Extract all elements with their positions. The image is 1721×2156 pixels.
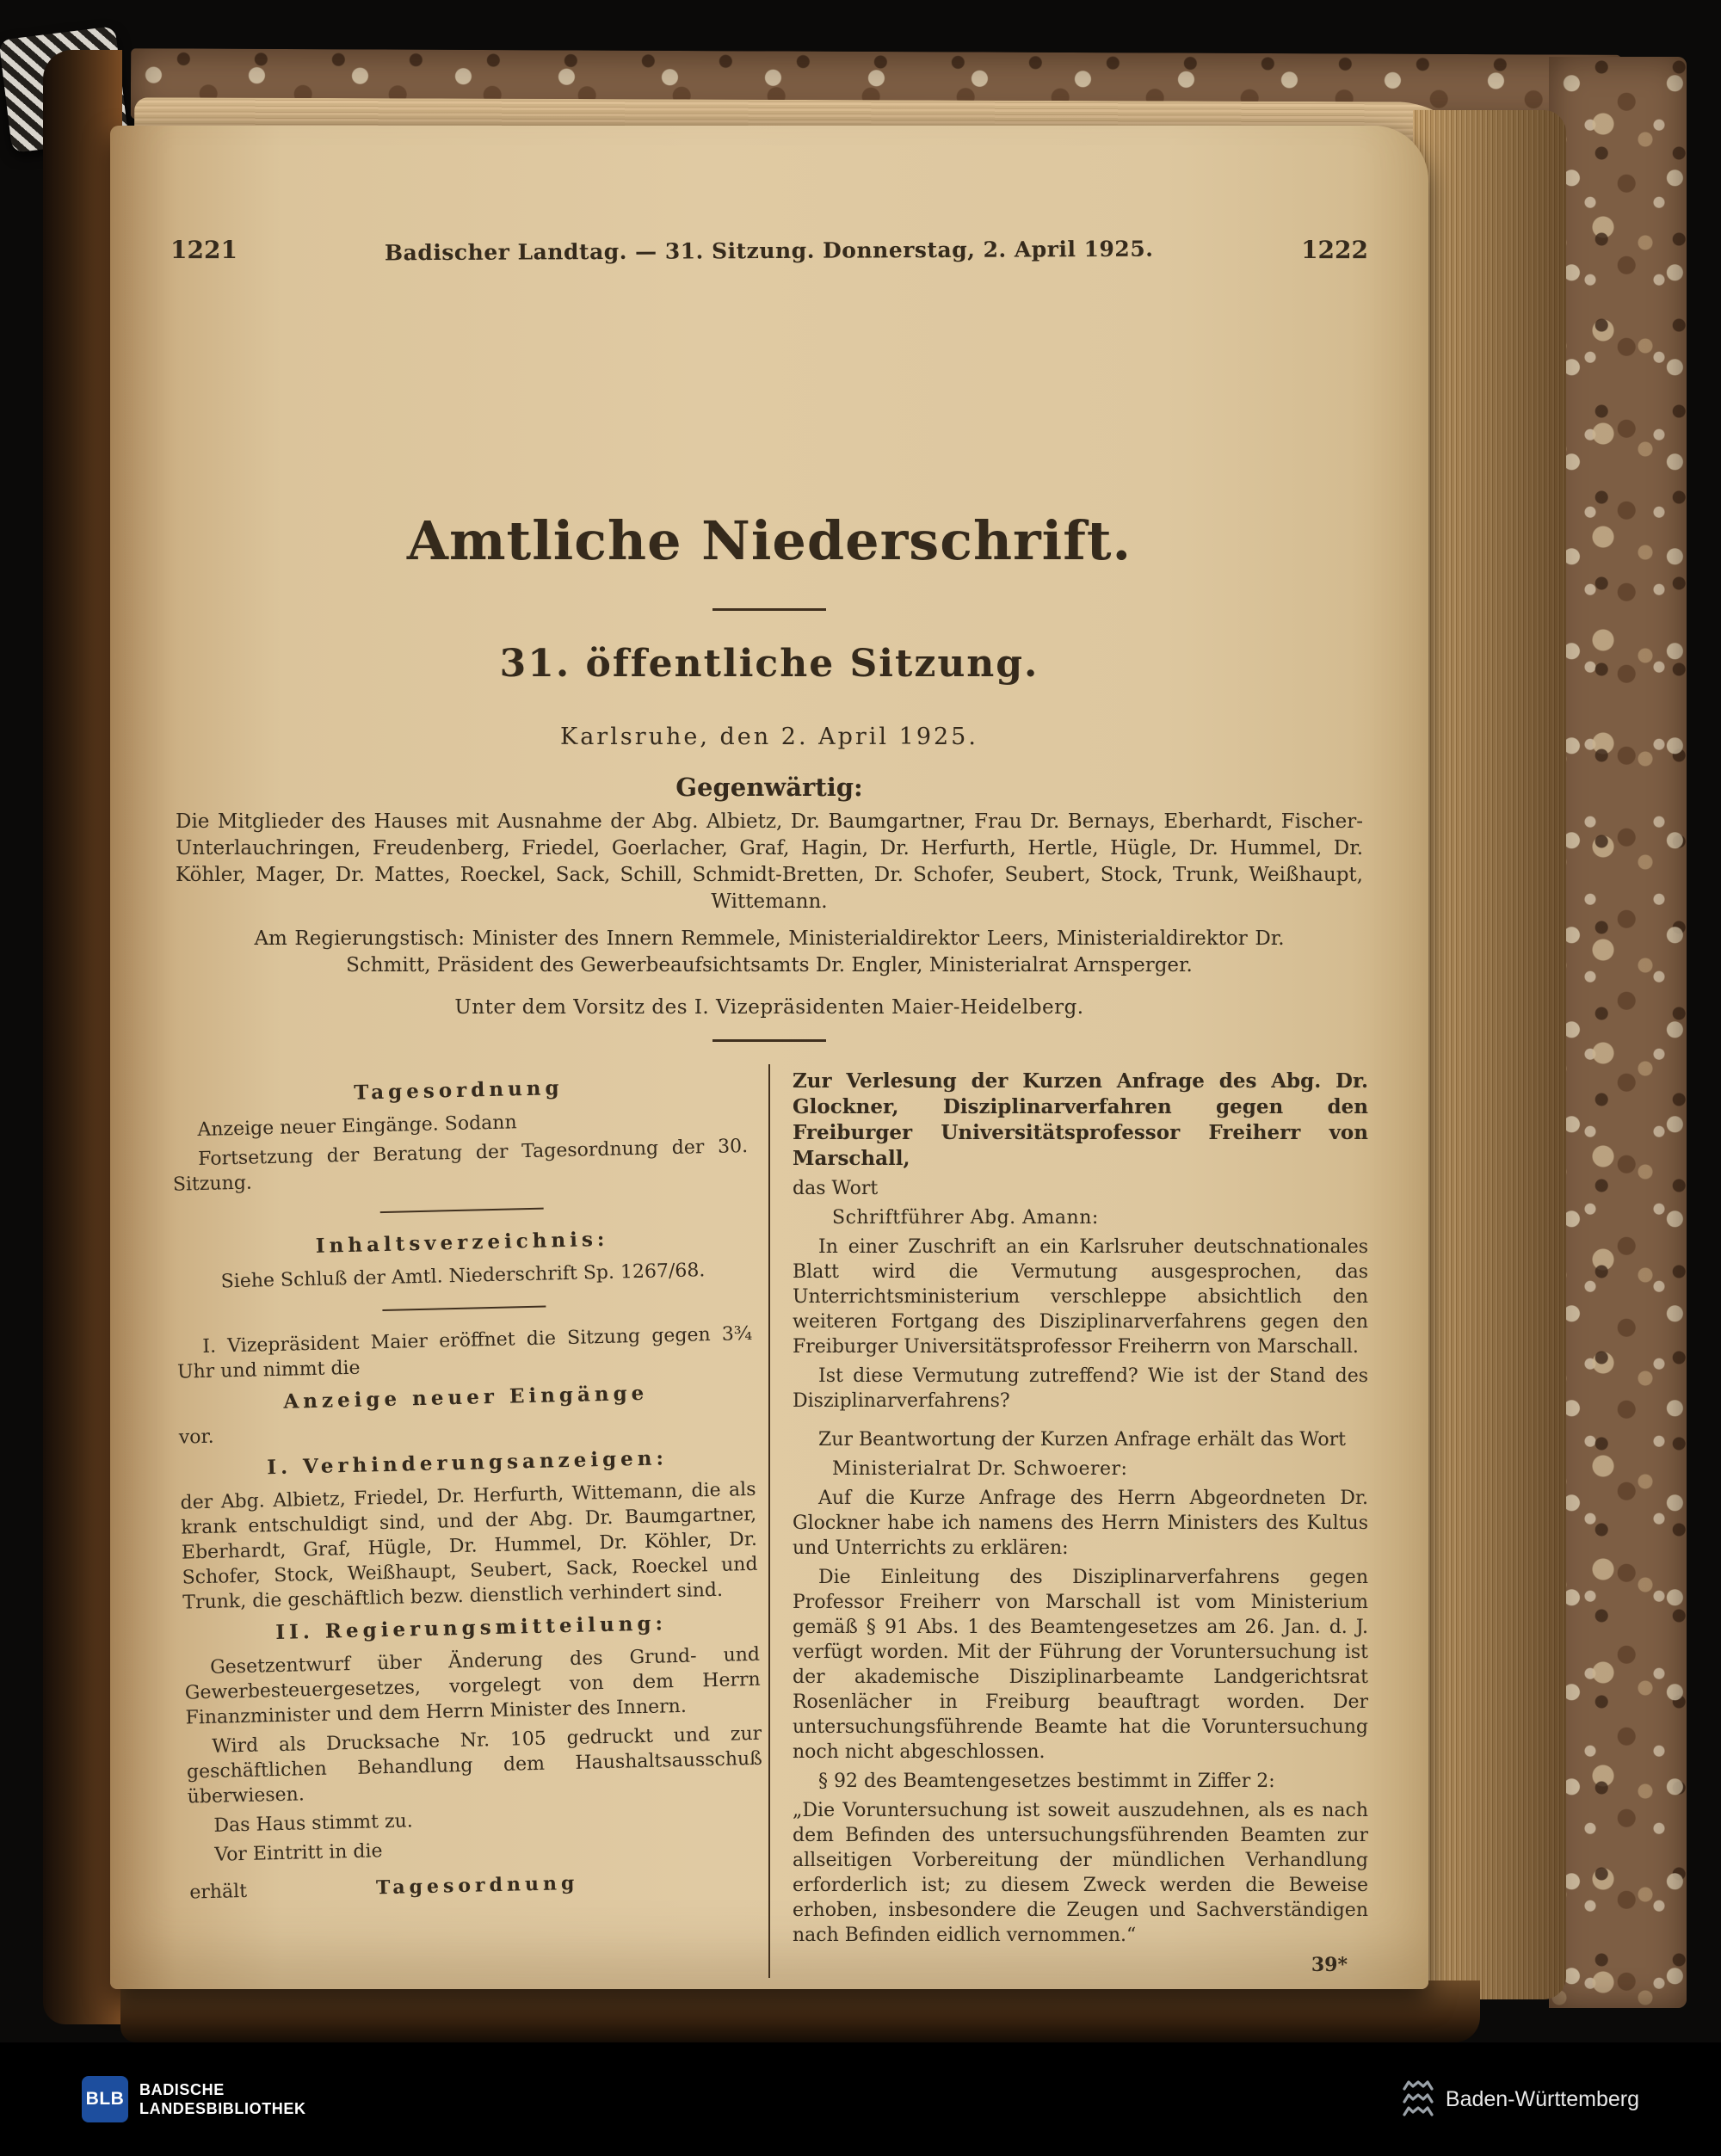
announce-tail: vor. xyxy=(178,1426,214,1449)
blb-logo-icon: BLB xyxy=(82,2076,128,2122)
left-column xyxy=(170,1064,768,1978)
present-heading: Gegenwärtig: xyxy=(675,773,863,802)
quote-paragraph: „Die Voruntersuchung ist soweit auszudehnen, als es nach dem Befinden des untersuchungsführenden Beamten zur allseitigen Vorbereitung der mündlichen Verhandlung erforderlich ist; zu diesem Zweck werden die Beweise erhoben, insbesondere die Zeugen und Sachverständigen nach Befinden eidlich vernommen.“ xyxy=(793,1800,1368,1946)
question-heading: Zur Verlesung der Kurzen Anfrage des Abg. Dr. Glockner, Disziplinarverfahren gegen den Freiburger Universitätsprofessor Freiherr von Marschall, xyxy=(793,1069,1368,1170)
two-column-text xyxy=(170,1064,1368,1978)
bw-logo-label: Baden-Württemberg xyxy=(1445,2086,1639,2111)
left-column-last-line xyxy=(189,1867,766,1907)
session-title: 31. öffentliche Sitzung. xyxy=(499,642,1039,686)
present-chair: Unter dem Vorsitz des I. Vizepräsidenten Maier-Heidelberg. xyxy=(454,996,1084,1019)
blb-logo-line1: BADISCHE xyxy=(139,2080,225,2098)
right-column xyxy=(770,1064,1368,1978)
section2-paragraph: Das Haus stimmt zu. xyxy=(213,1810,414,1837)
title-divider xyxy=(712,608,826,611)
body-paragraph: § 92 des Beamtengesetzes bestimmt in Ziffer 2: xyxy=(818,1771,1275,1792)
page-title: Amtliche Niederschrift. xyxy=(406,509,1132,572)
column-divider-rule xyxy=(379,1208,543,1213)
toc-line: Siehe Schluß der Amtl. Niederschrift Sp. 1267/68. xyxy=(220,1260,706,1293)
body-paragraph: Die Einleitung des Disziplinarverfahrens gegen Professor Freiherr von Marschall ist vom Ministerium gemäß § 91 Abs. 1 des Beamtengesetzes am 26. Jan. d. J. verfügt worden. Mit der Führung der Voruntersuchung ist der akademische Disziplinarbeamte Landgerichtsrat Rosenlächer in Freiburg beauftragt worden. Der untersuchungsführende Beamte hat die Voruntersuchung noch nicht abgeschlossen. xyxy=(793,1567,1368,1763)
agenda-line: Anzeige neuer Eingänge. Sodann xyxy=(197,1112,517,1142)
toc-heading: Inhaltsverzeichnis: xyxy=(315,1227,609,1258)
blb-logo[interactable] xyxy=(82,2076,306,2122)
opening-paragraph: I. Vizepräsident Maier eröffnet die Sitzung gegen 3¾ Uhr und nimmt die xyxy=(176,1322,753,1383)
section2-paragraph: Vor Eintritt in die xyxy=(214,1840,383,1866)
section1-heading: I. Verhinderungsanzeigen: xyxy=(267,1446,669,1480)
body-paragraph: Auf die Kurze Anfrage des Herrn Abgeordneten Dr. Glockner habe ich namens des Herrn Ministers des Kultus und Unterrichts zu erklären: xyxy=(793,1488,1368,1559)
body-paragraph: Ist diese Vermutung zutreffend? Wie ist der Stand des Disziplinarverfahrens? xyxy=(793,1365,1368,1412)
blb-logo-line2: LANDESBIBLIOTHEK xyxy=(139,2100,306,2117)
announce-heading: Anzeige neuer Eingänge xyxy=(283,1381,649,1414)
running-title: Badischer Landtag. — 31. Sitzung. Donnerstag, 2. April 1925. xyxy=(385,236,1154,266)
blb-logo-text xyxy=(139,2080,306,2119)
page-header xyxy=(170,236,1368,264)
sheet-signature-mark: 39* xyxy=(1311,1954,1348,1976)
body-paragraph: Zur Beantwortung der Kurzen Anfrage erhält das Wort xyxy=(818,1429,1346,1451)
dateline: Karlsruhe, den 2. April 1925. xyxy=(560,724,978,750)
column-number-left: 1221 xyxy=(170,236,237,264)
section1-body: der Abg. Albietz, Friedel, Dr. Herfurth, Wittemann, die als krank entschuldigt sind, und der Abg. Dr. Baumgartner, Eberhardt, Graf, Hügle, Dr. Hummel, Dr. Köhler, Dr. Schofer, Stock, Weißhaupt, Seubert, Sack, Roeckel und Trunk, die geschäftlich bezw. dienstlich verhindert sind. xyxy=(180,1478,758,1614)
baden-wuerttemberg-logo[interactable] xyxy=(1401,2079,1639,2120)
section2-heading: II. Regierungsmitteilung: xyxy=(275,1611,668,1645)
section-divider xyxy=(712,1039,826,1042)
section2-paragraph: Wird als Drucksache Nr. 105 gedruckt und zur geschäftlichen Behandlung dem Haushaltsausschuß überwiesen. xyxy=(186,1722,763,1808)
marbled-cover-right xyxy=(1549,57,1687,2008)
present-government: Am Regierungstisch: Minister des Innern Remmele, Ministerialdirektor Leers, Ministerialdirektor Dr. Schmitt, Präsident des Gewerbeaufsichtsamts Dr. Engler, Ministerialrat Arnsperger. xyxy=(254,927,1285,976)
agenda-run-heading: Tagesordnung xyxy=(375,1871,579,1900)
left-column-content xyxy=(170,1071,765,1906)
column-number-right: 1222 xyxy=(1301,236,1368,264)
page-stack-bottom-edge xyxy=(120,1980,1480,2042)
question-tail: das Wort xyxy=(793,1178,879,1199)
last-line-word: erhält xyxy=(189,1880,248,1904)
column-divider-rule xyxy=(382,1306,546,1311)
bw-coat-of-arms-icon xyxy=(1401,2079,1435,2120)
agenda-heading: Tagesordnung xyxy=(354,1076,564,1105)
book-page xyxy=(110,126,1428,1989)
viewer-footer-bar xyxy=(0,2042,1721,2156)
page-stack-fore-edge xyxy=(1413,110,1566,1999)
present-members: Die Mitglieder des Hauses mit Ausnahme der Abg. Albietz, Dr. Baumgartner, Frau Dr. Bernays, Eberhardt, Fischer-Unterlauchringen, Freudenberg, Friedel, Goerlacher, Graf, Hagin, Dr. Herfurth, Hertle, Hügle, Dr. Hummel, Dr. Köhler, Mager, Dr. Mattes, Roeckel, Sack, Schill, Schmidt-Bretten, Dr. Schofer, Seubert, Stock, Trunk, Weißhaupt, Wittemann. xyxy=(176,810,1363,913)
speaker-line: Schriftführer Abg. Amann: xyxy=(832,1207,1099,1229)
speaker-line: Ministerialrat Dr. Schwoerer: xyxy=(832,1458,1128,1480)
body-paragraph: In einer Zuschrift an ein Karlsruher deutschnationales Blatt wird die Vermutung ausgesprochen, das Unterrichtsministerium verschleppe absichtlich den weiteren Fortgang des Disziplinarverfahrens gegen den Freiburger Universitätsprofessor Freiherrn von Marschall. xyxy=(793,1236,1368,1358)
agenda-line: Fortsetzung der Beratung der Tagesordnung der 30. Sitzung. xyxy=(172,1135,749,1196)
section2-body: Gesetzentwurf über Änderung des Grund- und Gewerbesteuergesetzes, vorgelegt von dem Herrn Finanzminister und dem Herrn Minister des Innern. xyxy=(184,1643,761,1729)
